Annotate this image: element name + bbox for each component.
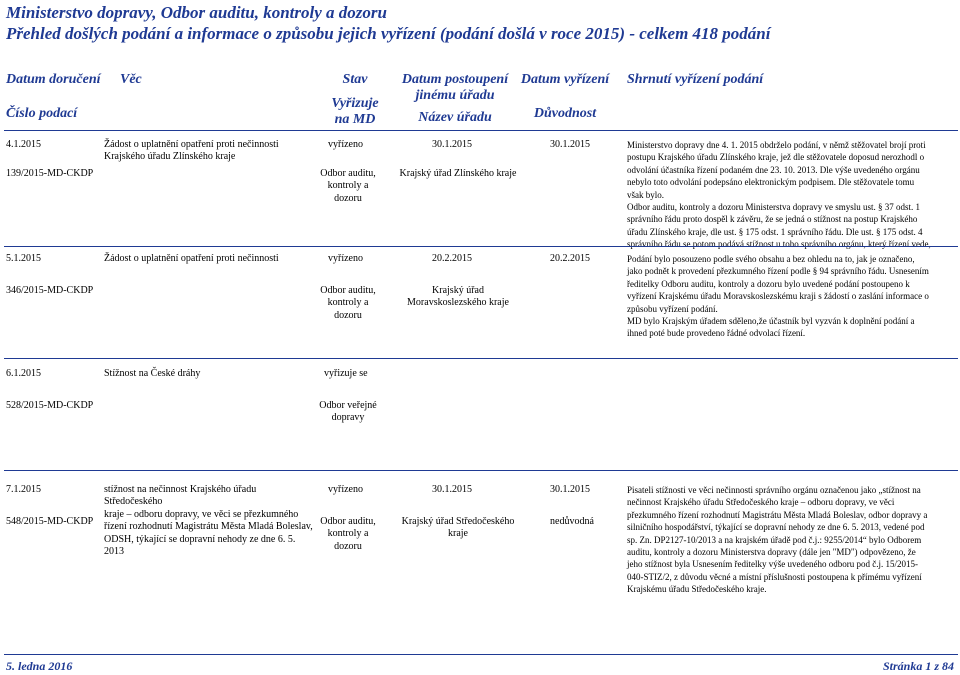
row-stav: vyřízeno <box>328 253 363 264</box>
row-divider <box>4 246 958 247</box>
row-stav: vyřízeno <box>328 484 363 495</box>
row-nazev-uradu: Krajský úřad Moravskoslezského kraje <box>407 285 509 309</box>
row-vyrizuje: Odbor auditu, kontroly a dozoru <box>320 285 376 321</box>
row-vyrizuje: Odbor veřejné dopravy <box>319 400 377 424</box>
row-datum: 7.1.2015 <box>6 484 41 495</box>
footer-date: 5. ledna 2016 <box>6 659 73 673</box>
header-vyrizuje: Vyřizuje na MD <box>331 96 379 127</box>
row-vyrizuje: Odbor auditu, kontroly a dozoru <box>320 516 376 552</box>
header-divider <box>4 130 958 131</box>
row-shrnuti: Ministerstvo dopravy dne 4. 1. 2015 obdrželo podání, v němž stěžovatel brojí proti postupu Krajského úřadu Zlínského kraje, jež dle stěžovatele doposud nerozhodl o odvolání účastníka řízení podaném dne 23. 10. 2013. Dle výše uvedeného orgánu nebylo toto odvolání podepsáno elektronickým podpisem. Dle stěžovatele tomu však bylo. Odbor auditu, kontroly a dozoru Ministerstva dopravy ve smyslu ust. § 37 odst. 1 správního řádu proto dospěl k závěru, že se jedná o stížnost na postup Krajského úřadu Zlínského kraje, dle ust. § 175 odst. 1 správního řádu. Dle ust. § 175 odst. 4 správního řádu se potom podává stížnost u toho správního orgánu, který řízení vede, <box>627 140 931 250</box>
row-stav: vyřízeno <box>328 139 363 150</box>
row-datum: 6.1.2015 <box>6 368 41 379</box>
footer-page-number: Stránka 1 z 84 <box>882 659 954 673</box>
row-nazev-uradu: Krajský úřad Středočeského kraje <box>401 516 515 540</box>
row-datum-postoupeni: 30.1.2015 <box>432 484 472 495</box>
row-datum: 5.1.2015 <box>6 253 41 264</box>
row-shrnuti: Pisateli stížnosti ve věci nečinnosti správního orgánu označenou jako „stížnost na nečinnost Krajského úřadu Středočeského kraje – odboru dopravy, ve věci přezkumného řízení rozhodnutí Magistrátu Města Mladá Boleslav, odbor dopravy a silničního hospodářství, týkající se dopravní nehody ze dne 6. 5. 2013, vedené pod sp. Zn. DP2127-10/2013 a na krajském úřadě pod č.j.: 9255/2014“ bylo Odborem auditu, kontroly a dozoru Ministerstva dopravy (dále jen "MD") odpovězeno, že jeho stížnost byla Usnesením ředitelky výše uvedeného odboru pod č.j. 15/2015- 040-STIZ/2, z důvodu věcné a místní příslušnosti postoupena k přímému vyřízení Krajskému úřadu Středočeského kraje. <box>627 485 928 595</box>
header-cislo-podaci: Číslo podací <box>6 106 78 121</box>
row-vec: Žádost o uplatnění opatření proti nečinnosti Krajského úřadu Zlínského kraje <box>104 139 279 163</box>
row-vec: Stížnost na České dráhy <box>104 368 201 379</box>
row-shrnuti: Podání bylo posouzeno podle svého obsahu a bez ohledu na to, jak je označeno, jako podnět k provedení přezkumného řízení podle § 94 správního řádu. Usnesením ředitelky Odboru auditu, kontroly a dozoru bylo uvedené podání postoupeno k vyřízení Krajskému úřadu Moravskoslezskému kraji s žádostí o zaslání informace o způsobu vyřízení podání. MD bylo Krajským úřadem sděleno,že účastník byl vyzván k doplnění podání a ihned poté bude provedeno řádné odvolací řízení. <box>627 254 929 339</box>
row-datum-postoupeni: 30.1.2015 <box>432 139 472 150</box>
row-datum-vyrizeni: 20.2.2015 <box>550 253 590 264</box>
row-cislo: 346/2015-MD-CKDP <box>6 285 94 296</box>
header-datum-vyrizeni: Datum vyřízení <box>520 72 610 87</box>
row-datum: 4.1.2015 <box>6 139 41 150</box>
row-datum-postoupeni: 20.2.2015 <box>432 253 472 264</box>
row-nazev-uradu: Krajský úřad Zlínského kraje <box>399 168 517 179</box>
row-duvodnost: nedůvodná <box>550 516 594 527</box>
row-vyrizuje: Odbor auditu, kontroly a dozoru <box>320 168 376 204</box>
header-vec: Věc <box>120 72 142 87</box>
row-cislo: 528/2015-MD-CKDP <box>6 400 94 411</box>
header-datum-doruceni: Datum doručení <box>6 72 101 87</box>
row-datum-vyrizeni: 30.1.2015 <box>550 139 590 150</box>
row-stav: vyřizuje se <box>324 368 368 379</box>
document-title: Ministerstvo dopravy, Odbor auditu, kontroly a dozoru <box>6 3 387 22</box>
row-vec: Žádost o uplatnění opatření proti nečinnosti <box>104 253 279 264</box>
row-vec: stížnost na nečinnost Krajského úřadu Středočeského kraje – odboru dopravy, ve věci se přezkumného řízení rozhodnutí Magistrátu Města Mladá Boleslav, ODSH, týkající se dopravní nehody ze dne 6. 5. 2013 <box>104 484 313 558</box>
row-cislo: 139/2015-MD-CKDP <box>6 168 94 179</box>
row-cislo: 548/2015-MD-CKDP <box>6 516 94 527</box>
header-nazev-uradu: Název úřadu <box>418 110 492 125</box>
footer-divider <box>4 654 958 655</box>
row-divider <box>4 470 958 471</box>
document-subtitle: Přehled došlých podání a informace o způsobu jejich vyřízení (podání došlá v roce 2015) - celkem 418 podání <box>6 24 771 43</box>
header-duvodnost: Důvodnost <box>533 106 597 121</box>
row-datum-vyrizeni: 30.1.2015 <box>550 484 590 495</box>
row-divider <box>4 358 958 359</box>
header-shrnuti: Shrnutí vyřízení podání <box>627 72 764 87</box>
header-datum-postoupeni: Datum postoupení jinému úřadu <box>401 72 509 103</box>
header-stav: Stav <box>342 72 368 87</box>
